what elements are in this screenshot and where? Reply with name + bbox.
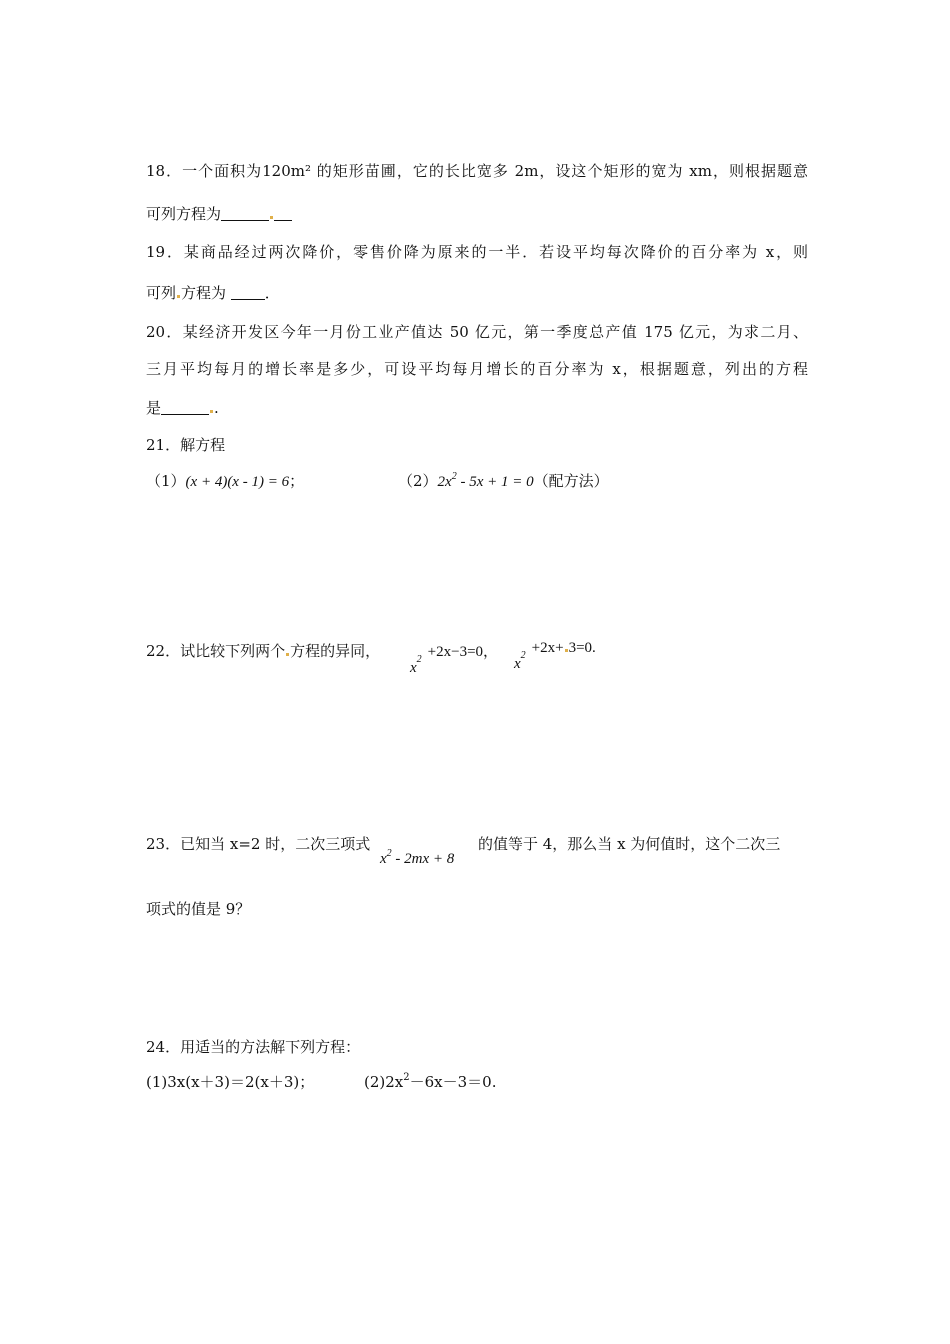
answer-blank-19[interactable] [231,285,265,300]
q21-part2-expr-b: - 5x + 1 = 0 [456,474,534,490]
mark-dot [270,216,273,219]
q22-text-a: 22．试比较下列两个 [146,642,286,660]
question-19-text-a: 可列 [146,284,177,302]
question-20-line-1: 20．某经济开发区今年一月份工业产值达 50 亿元，第一季度总产值 175 亿元，为求二月、 [146,323,808,341]
mark-dot [177,295,180,298]
question-19-end: ． [264,284,280,302]
q21-part2-method: （配方法） [533,472,609,490]
answer-blank-18-tail [274,206,292,221]
question-21-parts [146,470,304,491]
question-23-line-2: 项式的值是 9？ [146,900,251,918]
q21-part2-expr-a: 2x [437,474,452,490]
question-23-text-b: 的值等于 4，那么当 x 为何值时，这个二次三 [478,835,781,853]
q22-equation-2 [514,640,596,672]
q21-part2-exponent: 2 [451,471,457,482]
q22-eq2-exponent: 2 [520,650,526,661]
q21-part2-label: （2） [398,472,438,490]
q22-text-b: 方程的异同， [290,642,381,660]
q24-part-2 [364,1071,497,1092]
q24-part2-exponent: 2 [403,1072,410,1083]
q21-part1-label: （1） [146,472,186,490]
question-18-line-1: 18．一个面积为120m² 的矩形苗圃，它的长比宽多 2m，设这个矩形的宽为 xm，则根据题意 [146,162,808,180]
question-21-part-2 [398,470,609,491]
mark-dot [286,653,289,656]
q24-part2-a: (2)2x [364,1073,404,1091]
answer-blank-20[interactable] [161,400,209,415]
answer-blank-18[interactable] [221,206,269,221]
q22-eq2-variable: x [514,656,521,672]
question-19-line-2 [146,282,280,303]
q23-expr-rest: - 2mx + 8 [391,851,455,867]
q23-variable: x [380,851,387,867]
question-18-text: 可列方程为 [146,205,222,223]
mark-dot [565,649,568,652]
q22-eq2-rest-b: 3=0. [568,640,596,656]
question-20-end: . [214,399,219,417]
q24-part-1: (1)3x(x＋3)＝2(x＋3)； [146,1073,315,1091]
q22-eq1-variable: x [410,660,417,676]
question-22-text [146,640,380,661]
question-20-line-3 [146,397,219,418]
mark-dot [210,410,213,413]
question-24-title: 24．用适当的方法解下列方程： [146,1038,361,1056]
question-20-line-2: 三月平均每月的增长率是多少，可设平均每月增长的百分率为 x，根据题意，列出的方程 [146,360,808,378]
q24-part2-b: －6x－3＝0. [409,1073,497,1091]
q21-part2-equation [437,471,534,490]
q23-trinomial [380,848,454,868]
q22-eq2-rest-a: +2x+ [531,640,564,656]
question-19-line-1: 19．某商品经过两次降价，零售价降为原来的一半．若设平均每次降价的百分率为 x，则 [146,243,808,261]
question-20-text: 是 [146,399,162,417]
q21-part1-end: ； [289,472,305,490]
q22-equation-1 [410,640,499,676]
question-23-text-a: 23．已知当 x=2 时，二次三项式 [146,835,371,853]
question-18-line-2 [146,203,292,224]
q22-eq1-rest: +2x−3=0， [427,644,499,660]
question-21-title: 21．解方程 [146,436,226,454]
q21-part1-equation: (x + 4)(x - 1) = 6 [185,474,290,490]
question-19-text-b: 方程为 [181,284,231,302]
q22-eq1-exponent: 2 [416,654,422,665]
q23-exponent: 2 [386,848,392,859]
